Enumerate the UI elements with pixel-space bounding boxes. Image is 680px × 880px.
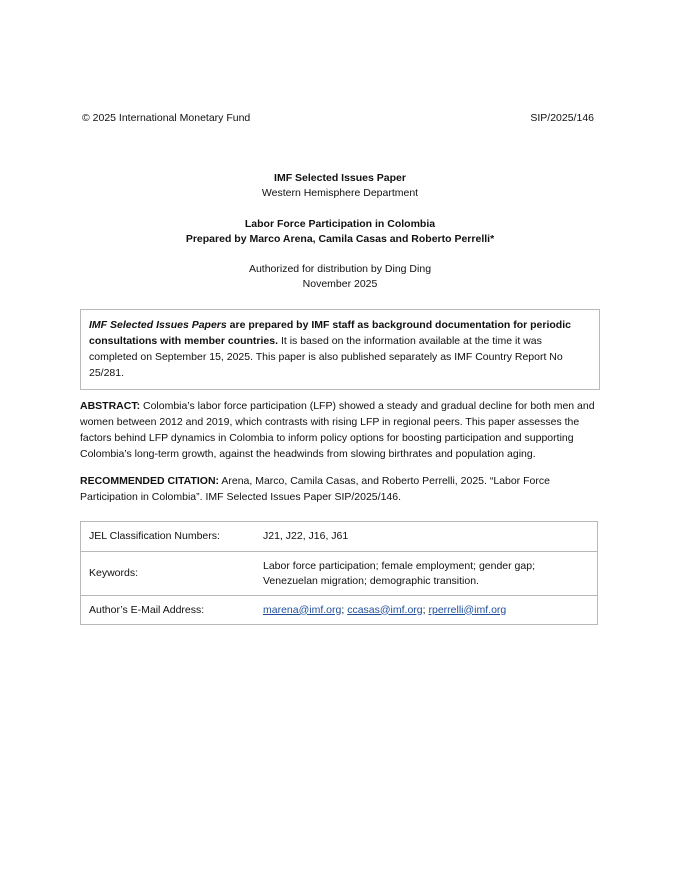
publication-date: November 2025	[302, 278, 378, 290]
table-row-email	[81, 596, 598, 625]
paper-title: Labor Force Participation in Colombia	[244, 218, 436, 230]
disclaimer-box	[80, 309, 600, 390]
info-table	[80, 521, 598, 625]
keywords-value: Labor force participation; female employment; gender gap; Venezuelan migration; demographic transition.	[255, 552, 598, 596]
document-id: SIP/2025/146	[530, 112, 594, 124]
disclaimer-bold-text: are prepared by IMF staff as background documentation for periodic consultations with member countries.	[89, 319, 571, 347]
email-value	[255, 596, 598, 625]
department-name: Western Hemisphere Department	[261, 187, 419, 199]
abstract-label: ABSTRACT:	[80, 400, 141, 412]
disclaimer-italic-lead: IMF Selected Issues Papers	[89, 319, 227, 331]
citation-label: RECOMMENDED CITATION:	[80, 475, 220, 487]
email-link-casas[interactable]: ccasas@imf.org	[347, 603, 423, 616]
disclaimer-plain-text: It is based on the information available at the time it was completed on September 15, 2025. This paper is also published separately as IMF Country Report No 25/281.	[89, 335, 563, 379]
series-title: IMF Selected Issues Paper	[274, 172, 406, 184]
authors-line: Prepared by Marco Arena, Camila Casas and Roberto Perrelli*	[185, 233, 495, 245]
table-row-keywords	[81, 552, 598, 596]
citation-text: Arena, Marco, Camila Casas, and Roberto Perrelli, 2025. “Labor Force Participation in Colombia”. IMF Selected Issues Paper SIP/2025/146.	[80, 475, 550, 503]
page-header	[82, 111, 594, 126]
abstract-paragraph	[80, 398, 602, 462]
email-separator: ;	[422, 603, 429, 616]
email-link-perrelli[interactable]: rperrelli@imf.org	[428, 603, 507, 616]
table-row-jel	[81, 522, 598, 552]
citation-paragraph	[80, 473, 602, 505]
authorization-line: Authorized for distribution by Ding Ding	[248, 263, 432, 275]
email-link-arena[interactable]: marena@imf.org	[263, 603, 342, 616]
email-label: Author’s E-Mail Address:	[81, 596, 256, 625]
jel-label: JEL Classification Numbers:	[81, 522, 256, 552]
jel-value: J21, J22, J16, J61	[255, 522, 598, 552]
abstract-text: Colombia’s labor force participation (LFP) showed a steady and gradual decline for both men and women between 2012 and 2019, which contrasts with rising LFP in regional peers. This paper assesses the factors behind LFP dynamics in Colombia to inform policy options for boosting participation and supporting Colombia’s long-term growth, against the headwinds from slowing birthrates and population aging.	[80, 400, 595, 460]
keywords-label: Keywords:	[81, 552, 256, 596]
email-separator: ;	[341, 603, 348, 616]
copyright-notice: © 2025 International Monetary Fund	[82, 112, 251, 124]
